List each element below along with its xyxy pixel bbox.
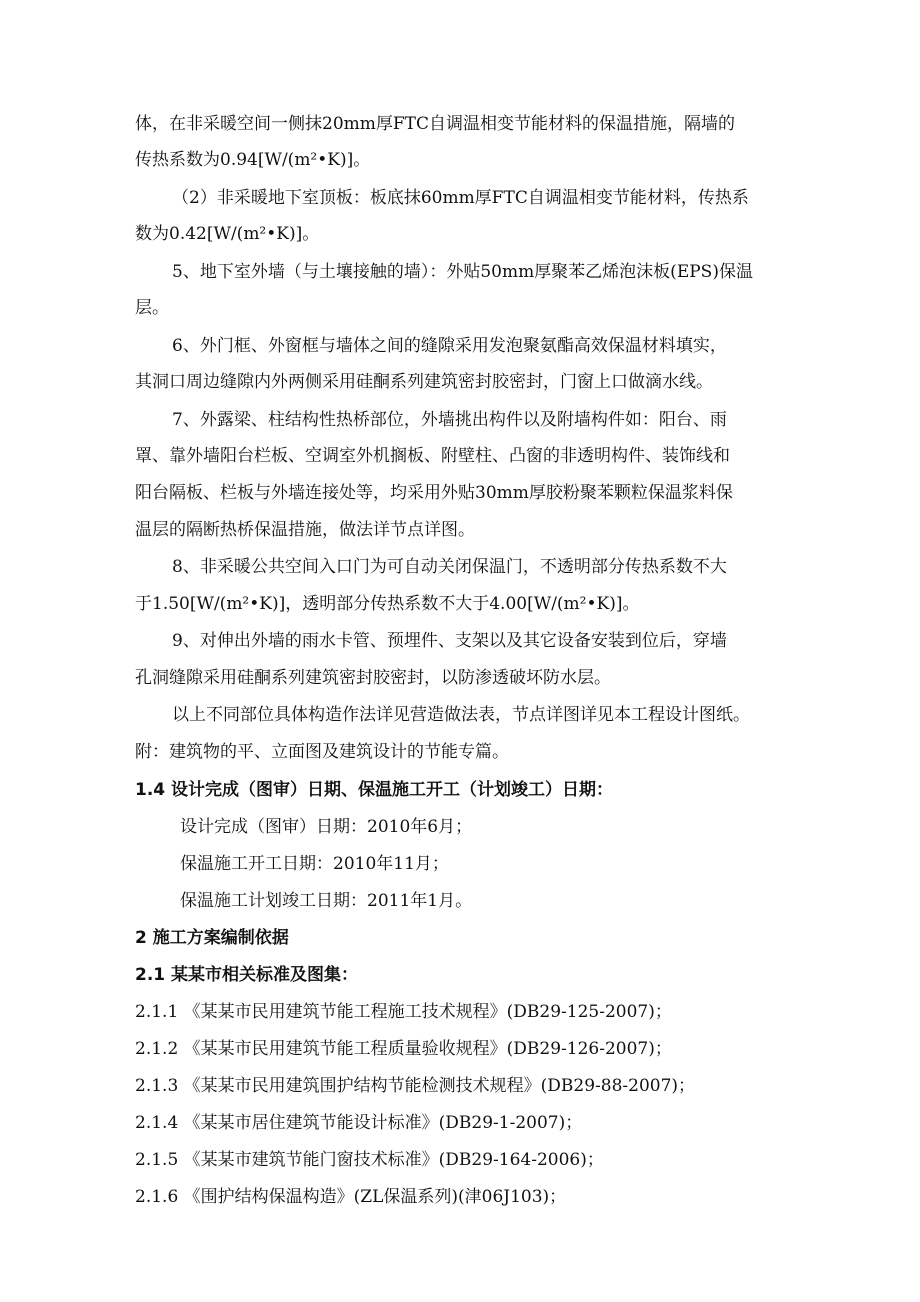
body-line-9: 7、外露梁、柱结构性热桥部位，外墙挑出构件以及附墙构件如：阳台、雨 <box>172 410 727 430</box>
body-line-17: 以上不同部位具体构造作法详见营造做法表，节点详图详见本工程设计图纸。 <box>172 705 750 725</box>
body-line-6: 层。 <box>135 298 169 318</box>
body-line-18: 附：建筑物的平、立面图及建筑设计的节能专篇。 <box>135 742 509 762</box>
body-line-16: 孔洞缝隙采用硅酮系列建筑密封胶密封，以防渗透破坏防水层。 <box>135 668 611 688</box>
body-line-11: 阳台隔板、栏板与外墙连接处等，均采用外贴30mm厚胶粉聚苯颗粒保温浆料保 <box>135 483 733 503</box>
body-line-13: 8、非采暖公共空间入口门为可自动关闭保温门，不透明部分传热系数不大 <box>172 557 727 577</box>
body-line-15: 9、对伸出外墙的雨水卡管、预埋件、支架以及其它设备安装到位后，穿墙 <box>172 631 727 651</box>
standard-item-2-1-5: 2.1.5 《某某市建筑节能门窗技术标准》(DB29-164-2006)； <box>135 1150 604 1170</box>
body-line-7: 6、外门框、外窗框与墙体之间的缝隙采用发泡聚氨酯高效保温材料填实， <box>172 336 727 356</box>
body-line-14: 于1.50[W/(m²•K)]，透明部分传热系数不大于4.00[W/(m²•K)]。 <box>135 594 640 614</box>
body-line-8: 其洞口周边缝隙内外两侧采用硅酮系列建筑密封胶密封，门窗上口做滴水线。 <box>135 372 713 392</box>
standard-item-2-1-6: 2.1.6 《围护结构保温构造》(ZL保温系列)(津06J103)； <box>135 1187 567 1207</box>
body-line-4: 数为0.42[W/(m²•K)]。 <box>135 224 320 244</box>
standard-item-2-1-1: 2.1.1 《某某市民用建筑节能工程施工技术规程》(DB29-125-2007)； <box>135 1002 672 1022</box>
design-date-line: 设计完成（图审）日期：2010年6月； <box>180 817 473 837</box>
body-line-10: 罩、靠外墙阳台栏板、空调室外机搁板、附壁柱、凸窗的非透明构件、装饰线和 <box>135 446 730 466</box>
standard-item-2-1-3: 2.1.3 《某某市民用建筑围护结构节能检测技术规程》(DB29-88-2007)； <box>135 1076 696 1096</box>
construction-start-line: 保温施工开工日期：2010年11月； <box>180 854 449 874</box>
section-heading-2-1: 2.1 某某市相关标准及图集： <box>135 965 359 985</box>
construction-finish-line: 保温施工计划竣工日期：2011年1月。 <box>180 891 473 911</box>
body-line-3: （2）非采暖地下室顶板：板底抹60mm厚FTC自调温相变节能材料，传热系 <box>172 188 749 208</box>
standard-item-2-1-4: 2.1.4 《某某市居住建筑节能设计标准》(DB29-1-2007)； <box>135 1113 583 1133</box>
body-line-1: 体，在非采暖空间一侧抹20mm厚FTC自调温相变节能材料的保温措施，隔墙的 <box>135 114 736 134</box>
body-line-12: 温层的隔断热桥保温措施，做法详节点详图。 <box>135 520 475 540</box>
body-line-2: 传热系数为0.94[W/(m²•K)]。 <box>135 150 371 170</box>
standard-item-2-1-2: 2.1.2 《某某市民用建筑节能工程质量验收规程》(DB29-126-2007)； <box>135 1039 672 1059</box>
section-heading-1-4: 1.4 设计完成（图审）日期、保温施工开工（计划竣工）日期： <box>135 780 614 800</box>
section-heading-2: 2 施工方案编制依据 <box>135 928 289 948</box>
body-line-5: 5、地下室外墙（与土壤接触的墙）：外贴50mm厚聚苯乙烯泡沫板(EPS)保温 <box>172 262 753 282</box>
